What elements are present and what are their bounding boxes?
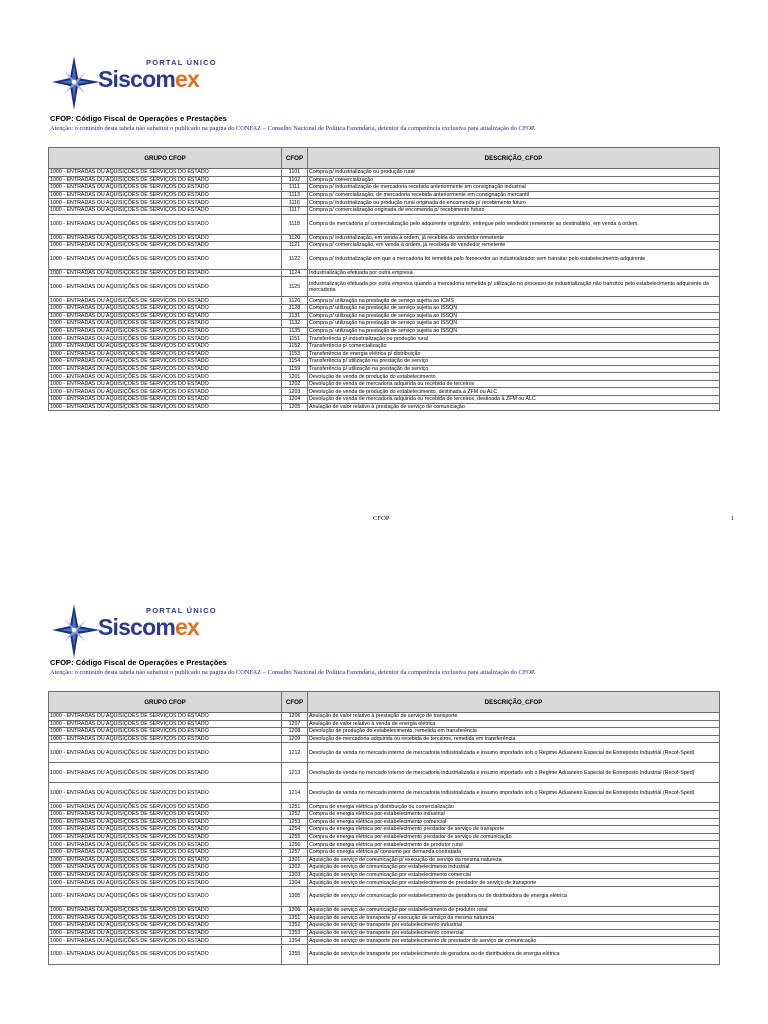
cell-descricao: Compra p/ utilização na prestação de serviço sujeita ao ISSQN [308,304,720,312]
cfop-table [48,147,720,411]
cell-cfop: 1203 [282,388,308,396]
cell-grupo: 1000 - ENTRADAS OU AQUISIÇÕES DE SERVIÇOS DO ESTADO [49,342,282,350]
cell-grupo: 1000 - ENTRADAS OU AQUISIÇÕES DE SERVIÇOS DO ESTADO [49,783,282,803]
cell-grupo: 1000 - ENTRADAS OU AQUISIÇÕES DE SERVIÇOS DO ESTADO [49,358,282,366]
cell-descricao: Transferência p/ utilização na prestação de serviço [308,365,720,373]
table-row [49,388,720,396]
cell-cfop: 1120 [282,234,308,242]
logo-wordmark-part1: Siscom [98,614,176,640]
cell-grupo: 1000 - ENTRADAS OU AQUISIÇÕES DE SERVIÇOS DO ESTADO [49,365,282,373]
cell-grupo: 1000 - ENTRADAS OU AQUISIÇÕES DE SERVIÇOS DO ESTADO [49,720,282,728]
logo-tagline: PORTAL ÚNICO [146,606,217,615]
cell-cfop: 1205 [282,403,308,411]
cell-descricao: Compra de energia elétrica por estabelecimento industrial [308,810,720,818]
table-row [49,833,720,841]
column-header-descricao: DESCRIÇÃO_CFOP [308,148,720,169]
cell-grupo: 1000 - ENTRADAS OU AQUISIÇÕES DE SERVIÇOS DO ESTADO [49,856,282,864]
cell-grupo: 1000 - ENTRADAS OU AQUISIÇÕES DE SERVIÇOS DO ESTADO [49,249,282,269]
cell-grupo: 1000 - ENTRADAS OU AQUISIÇÕES DE SERVIÇOS DO ESTADO [49,242,282,250]
cell-cfop: 1201 [282,373,308,381]
cell-descricao: Compra p/ industrialização de mercadoria recebida anteriormente em consignação industrial [308,184,720,192]
cell-descricao: Devolução de venda de mercadoria adquirida ou recebida de terceiros [308,380,720,388]
table-row [49,763,720,783]
table-row [49,914,720,922]
table-row [49,922,720,930]
table-row [49,169,720,177]
logo-wordmark-part1: Siscom [98,66,176,92]
cell-descricao: Compra de energia elétrica por estabelecimento de produtor rural [308,841,720,849]
cell-cfop: 1305 [282,886,308,906]
cell-grupo: 1000 - ENTRADAS OU AQUISIÇÕES DE SERVIÇOS DO ESTADO [49,403,282,411]
table-row [49,803,720,811]
table-row [49,214,720,234]
cell-descricao: Compra p/ utilização na prestação de serviço sujeita ao ISSQN [308,320,720,328]
cell-grupo: 1000 - ENTRADAS OU AQUISIÇÕES DE SERVIÇOS DO ESTADO [49,312,282,320]
cell-grupo: 1000 - ENTRADAS OU AQUISIÇÕES DE SERVIÇOS DO ESTADO [49,327,282,335]
disclaimer-note: Atenção: o conteúdo desta tabela não substitui o publicado na pagina do CONFAZ – Conselho Nacional de Política Fazendária, detentor da competência exclusiva para atualização do CFOP. [50,125,536,132]
cell-cfop: 1113 [282,191,308,199]
logo-wordmark-part2: ex [175,614,199,640]
table-body [49,713,720,965]
cell-grupo: 1000 - ENTRADAS OU AQUISIÇÕES DE SERVIÇOS DO ESTADO [49,269,282,277]
cell-cfop: 1207 [282,720,308,728]
cell-descricao: Compra p/ utilização na prestação de serviço sujeita ao ISSQN [308,312,720,320]
table-row [49,269,720,277]
cell-grupo: 1000 - ENTRADAS OU AQUISIÇÕES DE SERVIÇOS DO ESTADO [49,380,282,388]
cell-descricao: Compra de energia elétrica por estabelecimento prestador de serviço de comunicação [308,833,720,841]
table-row [49,720,720,728]
cell-cfop: 1255 [282,833,308,841]
cell-cfop: 1135 [282,327,308,335]
column-header-cfop: CFOP [282,148,308,169]
cell-descricao: Devolução de venda no mercado interno de mercadoria industrializada e insumo importado sob o Regime Aduaneiro Especial de Entreposto Industrial (Recof-Sped) [308,783,720,803]
table-row [49,350,720,358]
cell-grupo: 1000 - ENTRADAS OU AQUISIÇÕES DE SERVIÇOS DO ESTADO [49,886,282,906]
table-body [49,169,720,411]
cell-descricao: Devolução de venda no mercado interno de mercadoria industrializada e insumo importado sob o Regime Aduaneiro Especial de Entreposto Industrial (Recof-Sped) [308,763,720,783]
cell-cfop: 1257 [282,848,308,856]
cell-grupo: 1000 - ENTRADAS OU AQUISIÇÕES DE SERVIÇOS DO ESTADO [49,929,282,937]
cell-descricao: Anulação de valor relativo à prestação de serviço de comunicação [308,403,720,411]
cell-grupo: 1000 - ENTRADAS OU AQUISIÇÕES DE SERVIÇOS DO ESTADO [49,373,282,381]
table-row [49,818,720,826]
cell-cfop: 1303 [282,871,308,879]
table-row [49,886,720,906]
document-page-2 [0,598,768,1024]
cell-descricao: Devolução de produção do estabelecimento, remetida em transferência [308,728,720,736]
table-row [49,312,720,320]
cell-cfop: 1354 [282,937,308,945]
cell-cfop: 1301 [282,856,308,864]
table-row [49,841,720,849]
cell-descricao: Compra de energia elétrica por estabelecimento prestador de serviço de transporte [308,826,720,834]
cell-grupo: 1000 - ENTRADAS OU AQUISIÇÕES DE SERVIÇOS DO ESTADO [49,914,282,922]
cell-cfop: 1151 [282,335,308,343]
table-row [49,810,720,818]
cell-descricao: Transferência p/ comercialização [308,342,720,350]
cell-grupo: 1000 - ENTRADAS OU AQUISIÇÕES DE SERVIÇOS DO ESTADO [49,297,282,305]
cell-cfop: 1253 [282,818,308,826]
cell-grupo: 1000 - ENTRADAS OU AQUISIÇÕES DE SERVIÇOS DO ESTADO [49,906,282,914]
cell-cfop: 1213 [282,763,308,783]
cell-descricao: Devolução de venda de produção do estabelecimento, destinada à ZFM ou ALC [308,388,720,396]
cell-grupo: 1000 - ENTRADAS OU AQUISIÇÕES DE SERVIÇOS DO ESTADO [49,728,282,736]
cell-descricao: Devolução de mercadoria adquirida ou recebida de terceiros, remetida em transferência [308,735,720,743]
cell-cfop: 1117 [282,206,308,214]
cell-grupo: 1000 - ENTRADAS OU AQUISIÇÕES DE SERVIÇOS DO ESTADO [49,848,282,856]
table-row [49,358,720,366]
cell-descricao: Compra de energia elétrica p/ distribuição ou comercialização [308,803,720,811]
table-row [49,403,720,411]
cell-descricao: Aquisição de serviço de comunicação por estabelecimento de produtor rural [308,906,720,914]
cell-cfop: 1304 [282,879,308,887]
cell-cfop: 1351 [282,914,308,922]
cell-grupo: 1000 - ENTRADAS OU AQUISIÇÕES DE SERVIÇOS DO ESTADO [49,937,282,945]
cell-grupo: 1000 - ENTRADAS OU AQUISIÇÕES DE SERVIÇOS DO ESTADO [49,818,282,826]
cell-cfop: 1208 [282,728,308,736]
column-header-grupo: GRUPO CFOP [49,692,282,713]
table-row [49,249,720,269]
cell-descricao: Anulação de valor relativo à venda de energia elétrica [308,720,720,728]
logo-wordmark [98,614,199,641]
cell-descricao: Aquisição de serviço de transporte por estabelecimento de prestador de serviço de comunicação [308,937,720,945]
column-header-descricao: DESCRIÇÃO_CFOP [308,692,720,713]
cell-grupo: 1000 - ENTRADAS OU AQUISIÇÕES DE SERVIÇOS DO ESTADO [49,176,282,184]
cell-grupo: 1000 - ENTRADAS OU AQUISIÇÕES DE SERVIÇOS DO ESTADO [49,350,282,358]
table-row [49,242,720,250]
cell-grupo: 1000 - ENTRADAS OU AQUISIÇÕES DE SERVIÇOS DO ESTADO [49,234,282,242]
cell-cfop: 1126 [282,297,308,305]
cell-descricao: Aquisição de serviço de comunicação por estabelecimento industrial [308,864,720,872]
table-row [49,320,720,328]
logo-wordmark [98,66,199,93]
cell-cfop: 1111 [282,184,308,192]
table-header-row [49,692,720,713]
cell-cfop: 1132 [282,320,308,328]
cell-descricao: Aquisição de serviço de transporte por estabelecimento industrial [308,922,720,930]
siscomex-logo [50,54,217,112]
cell-cfop: 1118 [282,214,308,234]
cell-descricao: Compra p/ industrialização em que a mercadoria foi remetida pelo fornecedor ao industrializador sem transitar pelo estabelecimento adquirente [308,249,720,269]
cell-cfop: 1131 [282,312,308,320]
table-row [49,929,720,937]
cell-descricao: Aquisição de serviço de comunicação p/ execução de serviço da mesma natureza [308,856,720,864]
cell-descricao: Devolução de venda de mercadoria adquirida ou recebida de terceiros, destinada à ZFM ou ALC [308,396,720,404]
cell-cfop: 1124 [282,269,308,277]
table-row [49,783,720,803]
compass-star-icon [50,54,102,112]
cell-grupo: 1000 - ENTRADAS OU AQUISIÇÕES DE SERVIÇOS DO ESTADO [49,735,282,743]
table-row [49,373,720,381]
table-row [49,871,720,879]
table-header-row [49,148,720,169]
cell-descricao: Devolução de venda de produção do estabelecimento [308,373,720,381]
cell-grupo: 1000 - ENTRADAS OU AQUISIÇÕES DE SERVIÇOS DO ESTADO [49,214,282,234]
table-row [49,944,720,964]
table-row [49,728,720,736]
cell-cfop: 1254 [282,826,308,834]
cell-cfop: 1154 [282,358,308,366]
cell-cfop: 1302 [282,864,308,872]
document-title: CFOP: Código Fiscal de Operações e Prestações [50,658,227,667]
logo-wordmark-part2: ex [175,66,199,92]
cell-descricao: Aquisição de serviço de transporte por estabelecimento de geradora ou de distribuidora de energia elétrica [308,944,720,964]
cell-descricao: Anulação de valor relativo à prestação de serviço de transporte [308,713,720,721]
cell-descricao: Devolução de venda no mercado interno de mercadoria industrializada e insumo importado sob o Regime Aduaneiro Especial de Entreposto Industrial (Recof-Sped) [308,743,720,763]
cell-descricao: Compra p/ comercialização, de mercadoria recebida anteriormente em consignação mercantil [308,191,720,199]
cell-descricao: Compra p/ industrialização, em venda à ordem, já recebida do vendedor remetente [308,234,720,242]
cell-grupo: 1000 - ENTRADAS OU AQUISIÇÕES DE SERVIÇOS DO ESTADO [49,743,282,763]
cell-grupo: 1000 - ENTRADAS OU AQUISIÇÕES DE SERVIÇOS DO ESTADO [49,826,282,834]
cell-descricao: Aquisição de serviço de comunicação por estabelecimento comercial [308,871,720,879]
cell-grupo: 1000 - ENTRADAS OU AQUISIÇÕES DE SERVIÇOS DO ESTADO [49,833,282,841]
cell-grupo: 1000 - ENTRADAS OU AQUISIÇÕES DE SERVIÇOS DO ESTADO [49,304,282,312]
compass-star-icon [50,602,102,660]
table-row [49,176,720,184]
cell-descricao: Aquisição de serviço de comunicação por estabelecimento de geradora ou de distribuidora de energia elétrica [308,886,720,906]
cell-grupo: 1000 - ENTRADAS OU AQUISIÇÕES DE SERVIÇOS DO ESTADO [49,810,282,818]
cell-cfop: 1125 [282,277,308,297]
table-row [49,937,720,945]
table-row [49,191,720,199]
table-row [49,304,720,312]
cell-cfop: 1153 [282,350,308,358]
cell-grupo: 1000 - ENTRADAS OU AQUISIÇÕES DE SERVIÇOS DO ESTADO [49,803,282,811]
cell-grupo: 1000 - ENTRADAS OU AQUISIÇÕES DE SERVIÇOS DO ESTADO [49,169,282,177]
table-row [49,735,720,743]
cell-grupo: 1000 - ENTRADAS OU AQUISIÇÕES DE SERVIÇOS DO ESTADO [49,320,282,328]
cell-descricao: Compra de energia elétrica p/ consumo por demanda contratada [308,848,720,856]
cell-descricao: Compra p/ industrialização ou produção rural originada de encomenda p/ recebimento futuro [308,199,720,207]
table-row [49,856,720,864]
table-row [49,277,720,297]
cell-grupo: 1000 - ENTRADAS OU AQUISIÇÕES DE SERVIÇOS DO ESTADO [49,206,282,214]
cell-descricao: Compra p/ comercialização originada de encomenda p/ recebimento futuro [308,206,720,214]
cell-grupo: 1000 - ENTRADAS OU AQUISIÇÕES DE SERVIÇOS DO ESTADO [49,191,282,199]
cell-grupo: 1000 - ENTRADAS OU AQUISIÇÕES DE SERVIÇOS DO ESTADO [49,199,282,207]
table-row [49,234,720,242]
cell-cfop: 1128 [282,304,308,312]
cfop-table [48,691,720,965]
table-row [49,297,720,305]
cell-descricao: Transferência p/ industrialização ou produção rural [308,335,720,343]
cell-descricao: Compra p/ comercialização, em venda à ordem, já recebida do vendedor remetente [308,242,720,250]
cell-cfop: 1206 [282,713,308,721]
cell-descricao: Compra p/ comercialização [308,176,720,184]
cell-cfop: 1214 [282,783,308,803]
cell-cfop: 1352 [282,922,308,930]
cell-cfop: 1116 [282,199,308,207]
cell-cfop: 1159 [282,365,308,373]
table-row [49,743,720,763]
cell-cfop: 1209 [282,735,308,743]
cell-cfop: 1212 [282,743,308,763]
cell-grupo: 1000 - ENTRADAS OU AQUISIÇÕES DE SERVIÇOS DO ESTADO [49,388,282,396]
cell-cfop: 1102 [282,176,308,184]
table-row [49,206,720,214]
cell-cfop: 1101 [282,169,308,177]
cell-descricao: Industrialização efetuada por outra empresa [308,269,720,277]
cell-grupo: 1000 - ENTRADAS OU AQUISIÇÕES DE SERVIÇOS DO ESTADO [49,944,282,964]
table-row [49,365,720,373]
document-title: CFOP: Código Fiscal de Operações e Prestações [50,114,227,123]
cell-cfop: 1251 [282,803,308,811]
table-row [49,199,720,207]
table-row [49,327,720,335]
footer-page-number: 1 [731,515,735,522]
cell-descricao: Compra p/ utilização na prestação de serviço sujeita ao ICMS [308,297,720,305]
cell-descricao: Compra de energia elétrica por estabelecimento comercial [308,818,720,826]
cell-grupo: 1000 - ENTRADAS OU AQUISIÇÕES DE SERVIÇOS DO ESTADO [49,879,282,887]
cell-cfop: 1256 [282,841,308,849]
cell-grupo: 1000 - ENTRADAS OU AQUISIÇÕES DE SERVIÇOS DO ESTADO [49,335,282,343]
cell-cfop: 1122 [282,249,308,269]
cell-cfop: 1204 [282,396,308,404]
table-row [49,826,720,834]
cell-cfop: 1152 [282,342,308,350]
table-row [49,864,720,872]
cell-grupo: 1000 - ENTRADAS OU AQUISIÇÕES DE SERVIÇOS DO ESTADO [49,277,282,297]
table-row [49,879,720,887]
table-row [49,396,720,404]
cell-grupo: 1000 - ENTRADAS OU AQUISIÇÕES DE SERVIÇOS DO ESTADO [49,184,282,192]
logo-tagline: PORTAL ÚNICO [146,58,217,67]
cell-descricao: Compra de mercadoria p/ comercialização pelo adquirente originário, entregue pelo vendedor remetente ao destinatário, em venda à ordem. [308,214,720,234]
footer-label: CFOP [373,515,390,522]
table-row [49,848,720,856]
cell-descricao: Transferência de energia elétrica p/ distribuição [308,350,720,358]
table-row [49,335,720,343]
table-row [49,184,720,192]
cell-descricao: Transferência p/ utilização na prestação de serviço [308,358,720,366]
cell-cfop: 1355 [282,944,308,964]
cell-grupo: 1000 - ENTRADAS OU AQUISIÇÕES DE SERVIÇOS DO ESTADO [49,922,282,930]
siscomex-logo [50,602,217,660]
cell-grupo: 1000 - ENTRADAS OU AQUISIÇÕES DE SERVIÇOS DO ESTADO [49,713,282,721]
cell-cfop: 1121 [282,242,308,250]
cell-grupo: 1000 - ENTRADAS OU AQUISIÇÕES DE SERVIÇOS DO ESTADO [49,841,282,849]
column-header-cfop: CFOP [282,692,308,713]
disclaimer-note: Atenção: o conteúdo desta tabela não substitui o publicado na pagina do CONFAZ – Conselho Nacional de Política Fazendária, detentor da competência exclusiva para atualização do CFOP. [50,669,536,676]
cell-cfop: 1353 [282,929,308,937]
cell-descricao: Compra p/ utilização na prestação de serviço sujeita ao ISSQN [308,327,720,335]
column-header-grupo: GRUPO CFOP [49,148,282,169]
cell-descricao: Aquisição de serviço de transporte por estabelecimento comercial [308,929,720,937]
table-row [49,380,720,388]
cell-cfop: 1202 [282,380,308,388]
cell-descricao: Industrialização efetuada por outra empresa quando a mercadoria remetida p/ utilização no processo de industrialização não transitou pelo estabelecimento adquirente da mercadoria [308,277,720,297]
cell-descricao: Aquisição de serviço de transporte p/ execução de serviço da mesma natureza [308,914,720,922]
table-row [49,342,720,350]
cell-grupo: 1000 - ENTRADAS OU AQUISIÇÕES DE SERVIÇOS DO ESTADO [49,396,282,404]
table-row [49,906,720,914]
cell-cfop: 1252 [282,810,308,818]
cell-grupo: 1000 - ENTRADAS OU AQUISIÇÕES DE SERVIÇOS DO ESTADO [49,871,282,879]
cell-cfop: 1306 [282,906,308,914]
cell-grupo: 1000 - ENTRADAS OU AQUISIÇÕES DE SERVIÇOS DO ESTADO [49,763,282,783]
cell-grupo: 1000 - ENTRADAS OU AQUISIÇÕES DE SERVIÇOS DO ESTADO [49,864,282,872]
table-row [49,713,720,721]
cell-descricao: Aquisição de serviço de comunicação por estabelecimento de prestador de serviço de transporte [308,879,720,887]
cell-descricao: Compra p/ industrialização ou produção rural [308,169,720,177]
